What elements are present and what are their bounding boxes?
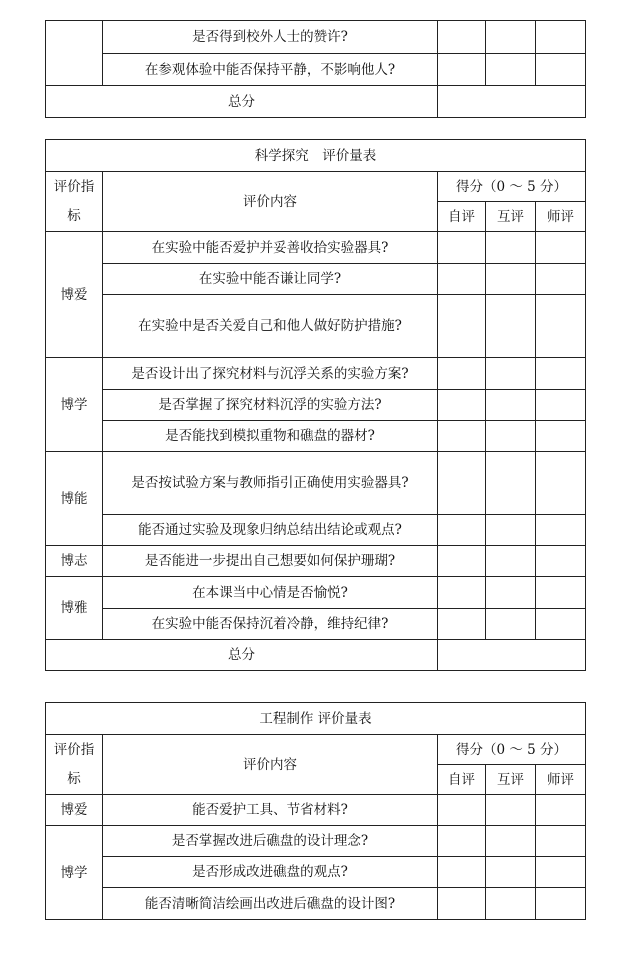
content-cell: 能否清晰简洁绘画出改进后礁盘的设计图?	[103, 888, 438, 920]
table-row	[46, 452, 586, 515]
header-score: 得分（0 ～ 5 分）	[438, 172, 586, 202]
header-teacher: 师评	[536, 202, 586, 232]
content-cell: 在参观体验中能否保持平静，不影响他人?	[103, 54, 438, 86]
indicator-cell: 博学	[46, 826, 103, 920]
content-cell: 是否能找到模拟重物和礁盘的器材?	[103, 421, 438, 452]
table-title-row	[46, 140, 586, 172]
content-cell: 能否爱护工具、节省材料?	[103, 795, 438, 826]
table-continuation	[45, 20, 586, 118]
score-cell-teacher[interactable]	[536, 452, 586, 515]
content-cell: 是否设计出了探究材料与沉浮关系的实验方案?	[103, 358, 438, 390]
score-cell-self[interactable]	[438, 795, 486, 826]
score-cell-self[interactable]	[438, 264, 486, 295]
indicator-cell: 博爱	[46, 232, 103, 358]
header-row	[46, 735, 586, 765]
score-cell-teacher[interactable]	[536, 826, 586, 857]
score-cell-teacher[interactable]	[536, 577, 586, 609]
content-cell: 在实验中是否关爱自己和他人做好防护措施?	[103, 295, 438, 358]
content-cell: 是否形成改进礁盘的观点?	[103, 857, 438, 888]
score-cell-peer[interactable]	[486, 54, 536, 86]
score-cell-teacher[interactable]	[536, 295, 586, 358]
score-cell-peer[interactable]	[486, 546, 536, 577]
score-cell-teacher[interactable]	[536, 888, 586, 920]
total-row	[46, 86, 586, 118]
score-cell-teacher[interactable]	[536, 609, 586, 640]
table-title: 工程制作 评价量表	[46, 703, 586, 735]
content-cell: 在实验中能否爱护并妥善收拾实验器具?	[103, 232, 438, 264]
table-row	[46, 358, 586, 390]
score-cell-peer[interactable]	[486, 295, 536, 358]
table-row	[46, 21, 586, 54]
table-row	[46, 546, 586, 577]
table-row	[46, 54, 586, 86]
table-row	[46, 515, 586, 546]
table-row	[46, 295, 586, 358]
score-cell-peer[interactable]	[486, 421, 536, 452]
score-cell-teacher[interactable]	[536, 264, 586, 295]
score-cell-teacher[interactable]	[536, 795, 586, 826]
content-cell: 在实验中能否谦让同学?	[103, 264, 438, 295]
score-cell-peer[interactable]	[486, 232, 536, 264]
table-title: 科学探究 评价量表	[46, 140, 586, 172]
engineering-table	[45, 702, 586, 920]
score-cell-self[interactable]	[438, 358, 486, 390]
indicator-cell: 博志	[46, 546, 103, 577]
score-cell-peer[interactable]	[486, 795, 536, 826]
score-cell-teacher[interactable]	[536, 390, 586, 421]
score-cell-self[interactable]	[438, 54, 486, 86]
header-teacher: 师评	[536, 765, 586, 795]
header-indicator: 评价指标	[46, 735, 103, 795]
content-cell: 是否得到校外人士的赞许?	[103, 21, 438, 54]
score-cell-teacher[interactable]	[536, 546, 586, 577]
score-cell-self[interactable]	[438, 390, 486, 421]
score-cell-self[interactable]	[438, 857, 486, 888]
total-row	[46, 640, 586, 671]
table-row	[46, 390, 586, 421]
table-row	[46, 857, 586, 888]
score-cell-self[interactable]	[438, 826, 486, 857]
indicator-cell: 博能	[46, 452, 103, 546]
content-cell: 是否按试验方案与教师指引正确使用实验器具?	[103, 452, 438, 515]
score-cell-self[interactable]	[438, 888, 486, 920]
content-cell: 是否掌握了探究材料沉浮的实验方法?	[103, 390, 438, 421]
indicator-cell: 博雅	[46, 577, 103, 640]
score-cell-self[interactable]	[438, 421, 486, 452]
content-cell: 能否通过实验及现象归纳总结出结论或观点?	[103, 515, 438, 546]
score-cell-peer[interactable]	[486, 577, 536, 609]
content-cell: 是否能进一步提出自己想要如何保护珊瑚?	[103, 546, 438, 577]
score-cell-self[interactable]	[438, 546, 486, 577]
header-self: 自评	[438, 202, 486, 232]
score-cell-peer[interactable]	[486, 888, 536, 920]
score-cell-peer[interactable]	[486, 264, 536, 295]
table-row	[46, 421, 586, 452]
table-row	[46, 795, 586, 826]
score-cell-self[interactable]	[438, 515, 486, 546]
total-label: 总分	[46, 640, 438, 671]
indicator-cell	[46, 21, 103, 86]
total-score-cell[interactable]	[438, 86, 586, 118]
header-content: 评价内容	[103, 735, 438, 795]
score-cell-self[interactable]	[438, 232, 486, 264]
table-row	[46, 826, 586, 857]
score-cell-teacher[interactable]	[536, 232, 586, 264]
content-cell: 在本课当中心情是否愉悦?	[103, 577, 438, 609]
header-content: 评价内容	[103, 172, 438, 232]
score-cell-self[interactable]	[438, 609, 486, 640]
table-row	[46, 577, 586, 609]
header-indicator: 评价指标	[46, 172, 103, 232]
score-cell-self[interactable]	[438, 577, 486, 609]
score-cell-teacher[interactable]	[536, 54, 586, 86]
score-cell-self[interactable]	[438, 295, 486, 358]
table-row	[46, 264, 586, 295]
score-cell-self[interactable]	[438, 452, 486, 515]
score-cell-teacher[interactable]	[536, 515, 586, 546]
content-cell: 在实验中能否保持沉着冷静，维持纪律?	[103, 609, 438, 640]
header-score: 得分（0 ～ 5 分）	[438, 735, 586, 765]
score-cell-peer[interactable]	[486, 390, 536, 421]
indicator-cell: 博学	[46, 358, 103, 452]
total-score-cell[interactable]	[438, 640, 586, 671]
score-cell-self[interactable]	[438, 21, 486, 54]
header-self: 自评	[438, 765, 486, 795]
score-cell-peer[interactable]	[486, 857, 536, 888]
table-row	[46, 609, 586, 640]
score-cell-peer[interactable]	[486, 826, 536, 857]
score-cell-teacher[interactable]	[536, 421, 586, 452]
content-cell: 是否掌握改进后礁盘的设计理念?	[103, 826, 438, 857]
header-row	[46, 172, 586, 202]
table-row	[46, 888, 586, 920]
header-peer: 互评	[486, 765, 536, 795]
score-cell-peer[interactable]	[486, 21, 536, 54]
score-cell-peer[interactable]	[486, 358, 536, 390]
score-cell-teacher[interactable]	[536, 358, 586, 390]
header-peer: 互评	[486, 202, 536, 232]
total-label: 总分	[46, 86, 438, 118]
score-cell-peer[interactable]	[486, 452, 536, 515]
science-inquiry-table	[45, 139, 586, 671]
indicator-cell: 博爱	[46, 795, 103, 826]
score-cell-peer[interactable]	[486, 515, 536, 546]
score-cell-teacher[interactable]	[536, 21, 586, 54]
score-cell-teacher[interactable]	[536, 857, 586, 888]
table-title-row	[46, 703, 586, 735]
table-row	[46, 232, 586, 264]
score-cell-peer[interactable]	[486, 609, 536, 640]
